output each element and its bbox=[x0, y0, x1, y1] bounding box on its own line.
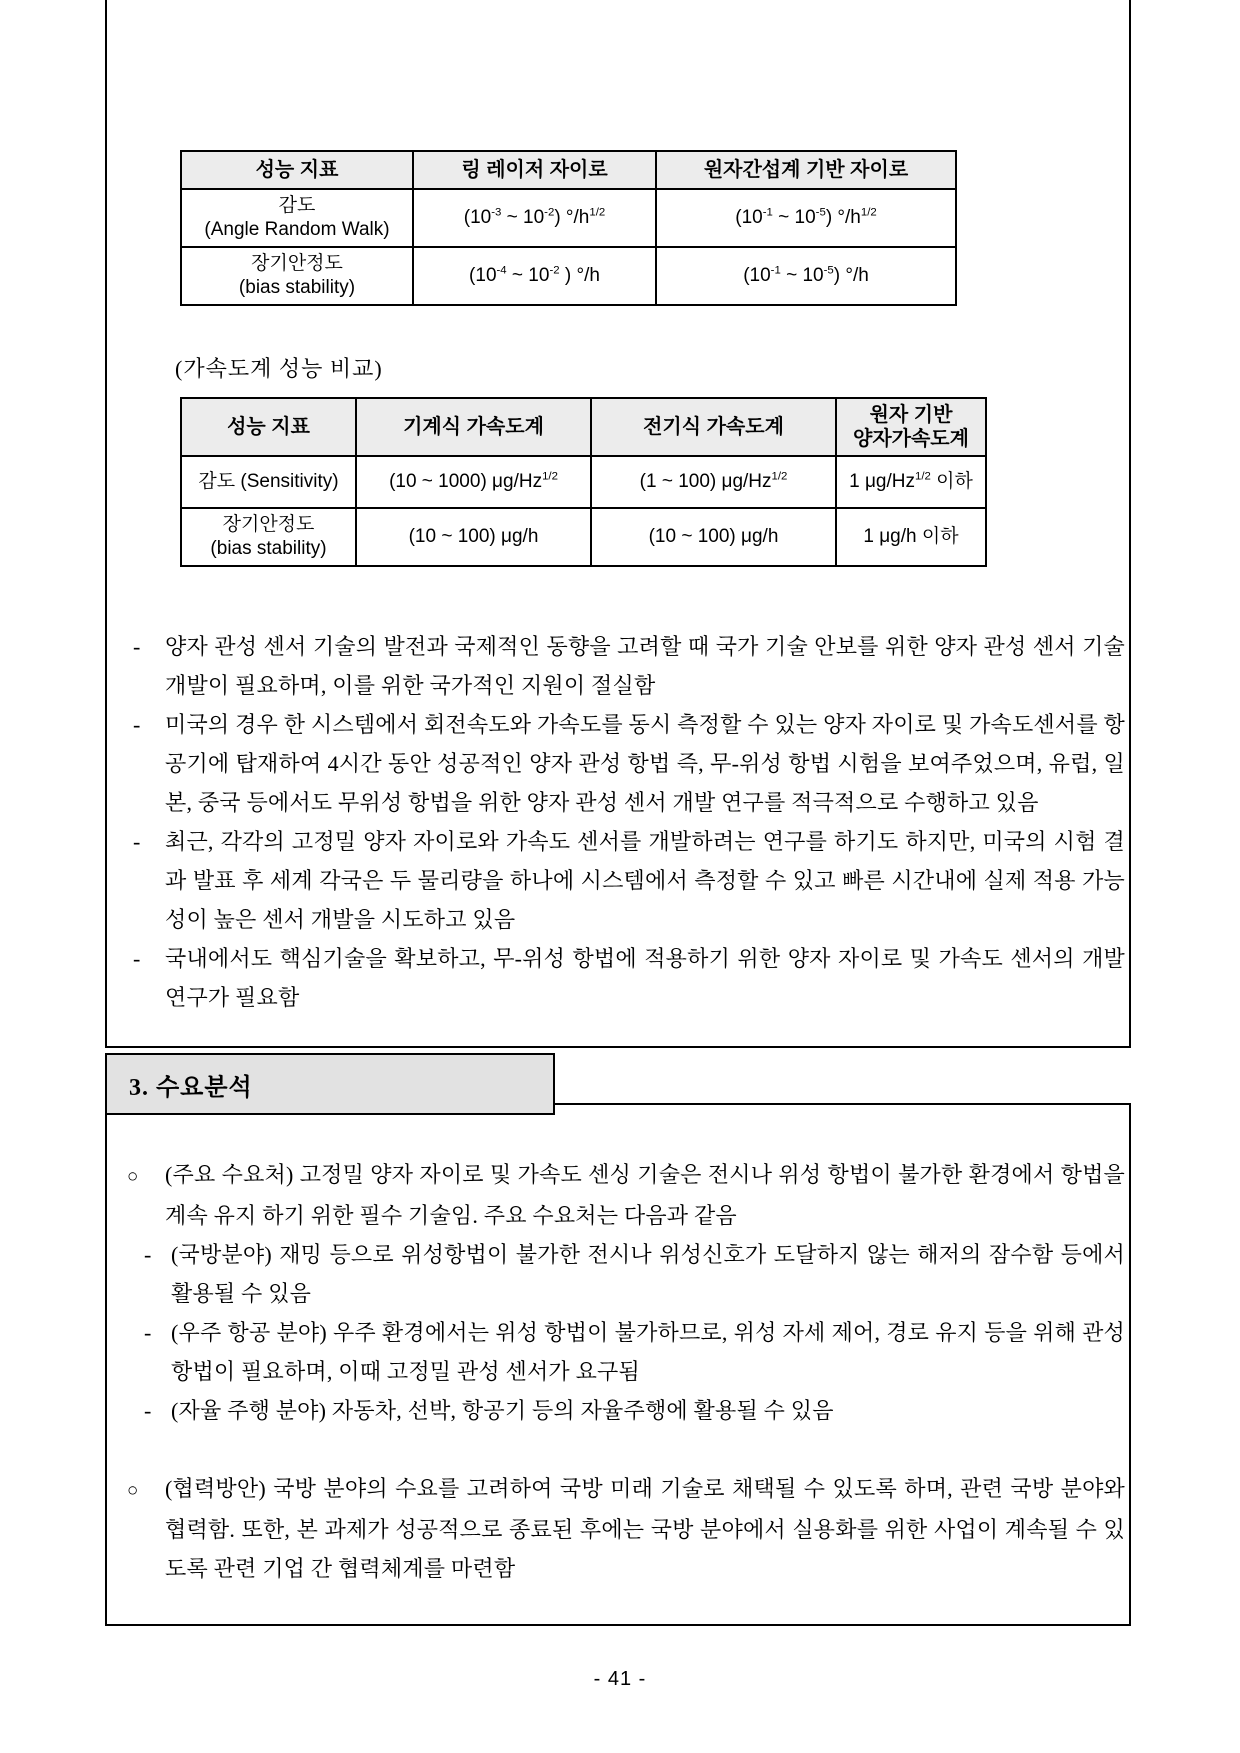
section-heading-box bbox=[105, 1053, 555, 1115]
column-header-cell: 성능 지표 bbox=[181, 398, 356, 456]
dash-bullet-marker: - bbox=[144, 1398, 152, 1423]
column-header-cell: 원자 기반 양자가속도계 bbox=[836, 398, 986, 456]
table-cell: ($10^{-1}$ ~ $10^{-5}$) $^\circ/h^{1/2}$ bbox=[656, 189, 956, 247]
row-label-cell: 장기안정도 (bias stability) bbox=[181, 508, 356, 566]
column-header-cell: 링 레이저 자이로 bbox=[413, 151, 656, 189]
table-cell: (1 ~ 100) $\mu g/Hz^{1/2}$ bbox=[591, 456, 836, 508]
bullet-text: (우주 항공 분야) 우주 환경에서는 위성 항법이 불가하므로, 위성 자세 제어, 경로 유지 등을 위해 관성항법이 필요하며, 이때 고정밀 관성 센서가 요구됨 bbox=[171, 1320, 1125, 1384]
column-header-cell: 기계식 가속도계 bbox=[356, 398, 591, 456]
column-header-cell: 성능 지표 bbox=[181, 151, 413, 189]
table-row bbox=[181, 456, 986, 508]
dash-bullet-marker: - bbox=[133, 829, 141, 854]
bullet-item bbox=[107, 939, 1125, 1017]
bullet-text: 미국의 경우 한 시스템에서 회전속도와 가속도를 동시 측정할 수 있는 양자 자이로 및 가속도센서를 항공기에 탑재하여 4시간 동안 성공적인 양자 관성 항법 즉, 무-위성 항법 시험을 보여주었으며, 유럽, 일본, 중국 등에서도 무위성 항법을 위한 양자 관성 센서 개발 연구를 적극적으로 수행하고 있음 bbox=[165, 712, 1125, 815]
table-cell: ($10^{-4}$ ~ $10^{-2}$ ) °/h bbox=[413, 247, 656, 305]
dash-bullet-marker: - bbox=[133, 946, 141, 971]
bullet-text: (주요 수요처) 고정밀 양자 자이로 및 가속도 센싱 기술은 전시나 위성 항법이 불가한 환경에서 항법을 계속 유지 하기 위한 필수 기술임. 주요 수요처는 다음과 같음 bbox=[165, 1162, 1125, 1228]
dash-bullet-marker: - bbox=[144, 1242, 152, 1267]
overview-bullet-list bbox=[107, 627, 1129, 1017]
bullet-item bbox=[107, 1469, 1125, 1588]
table-cell: 1 μg/h 이하 bbox=[836, 508, 986, 566]
bullet-item bbox=[107, 627, 1125, 705]
row-label-cell: 감도 (Angle Random Walk) bbox=[181, 189, 413, 247]
bullet-text: 양자 관성 센서 기술의 발전과 국제적인 동향을 고려할 때 국가 기술 안보를 위한 양자 관성 센서 기술 개발이 필요하며, 이를 위한 국가적인 지원이 절실함 bbox=[165, 634, 1125, 698]
column-header-cell: 원자간섭계 기반 자이로 bbox=[656, 151, 956, 189]
column-header-cell: 전기식 가속도계 bbox=[591, 398, 836, 456]
table-cell: (10 ~ 100) μg/h bbox=[591, 508, 836, 566]
accel-table-caption: (가속도계 성능 비교) bbox=[175, 356, 383, 381]
content-section-box bbox=[105, 0, 1131, 1048]
bullet-item bbox=[107, 1235, 1125, 1313]
table-header-row bbox=[181, 151, 956, 189]
accel-comparison-table bbox=[180, 397, 987, 567]
bullet-item bbox=[107, 705, 1125, 822]
table-cell: ($10^{-1}$ ~ $10^{-5}$) °/h bbox=[656, 247, 956, 305]
bullet-item bbox=[107, 1313, 1125, 1391]
circle-bullet-marker: ○ bbox=[127, 1166, 139, 1187]
table-cell: (10 ~ 1000) $\mu g/Hz^{1/2}$ bbox=[356, 456, 591, 508]
bullet-text: 최근, 각각의 고정밀 양자 자이로와 가속도 센서를 개발하려는 연구를 하기도 하지만, 미국의 시험 결과 발표 후 세계 각국은 두 물리량을 하나에 시스템에서 측정할 수 있고 빠른 시간내에 실제 적용 가능성이 높은 센서 개발을 시도하고 있음 bbox=[165, 829, 1125, 932]
table-row bbox=[181, 189, 956, 247]
bullet-text: (국방분야) 재밍 등으로 위성항법이 불가한 전시나 위성신호가 도달하지 않는 해저의 잠수함 등에서 활용될 수 있음 bbox=[171, 1242, 1125, 1306]
bullet-text: (협력방안) 국방 분야의 수요를 고려하여 국방 미래 기술로 채택될 수 있도록 하며, 관련 국방 분야와 협력함. 또한, 본 과제가 성공적으로 종료된 후에는 국방 분야에서 실용화를 위한 사업이 계속될 수 있도록 관련 기업 간 협력체계를 마련함 bbox=[165, 1476, 1125, 1581]
dash-bullet-marker: - bbox=[144, 1320, 152, 1345]
dash-bullet-marker: - bbox=[133, 712, 141, 737]
table-header-row bbox=[181, 398, 986, 456]
bullet-item bbox=[107, 1391, 1125, 1430]
table-cell: ($10^{-3}$ ~ $10^{-2}$) $^\circ/h^{1/2}$ bbox=[413, 189, 656, 247]
bullet-item bbox=[107, 1155, 1125, 1235]
circle-bullet-marker: ○ bbox=[127, 1480, 139, 1501]
dash-bullet-marker: - bbox=[133, 634, 141, 659]
demand-analysis-box bbox=[105, 1103, 1131, 1626]
table-cell: (10 ~ 100) μg/h bbox=[356, 508, 591, 566]
section-heading-text: 3. 수요분석 bbox=[129, 1074, 253, 1101]
bullet-text: 국내에서도 핵심기술을 확보하고, 무-위성 항법에 적용하기 위한 양자 자이로 및 가속도 센서의 개발 연구가 필요함 bbox=[165, 946, 1125, 1010]
bullet-text: (자율 주행 분야) 자동차, 선박, 항공기 등의 자율주행에 활용될 수 있음 bbox=[171, 1398, 834, 1423]
row-label-cell: 장기안정도 (bias stability) bbox=[181, 247, 413, 305]
table-cell: 1 $\mu g/Hz^{1/2}$ 이하 bbox=[836, 456, 986, 508]
table-row bbox=[181, 247, 956, 305]
bullet-item bbox=[107, 822, 1125, 939]
row-label-cell: 감도 (Sensitivity) bbox=[181, 456, 356, 508]
table-row bbox=[181, 508, 986, 566]
gyro-comparison-table bbox=[180, 150, 957, 306]
page-number: - 41 - bbox=[593, 1668, 647, 1690]
